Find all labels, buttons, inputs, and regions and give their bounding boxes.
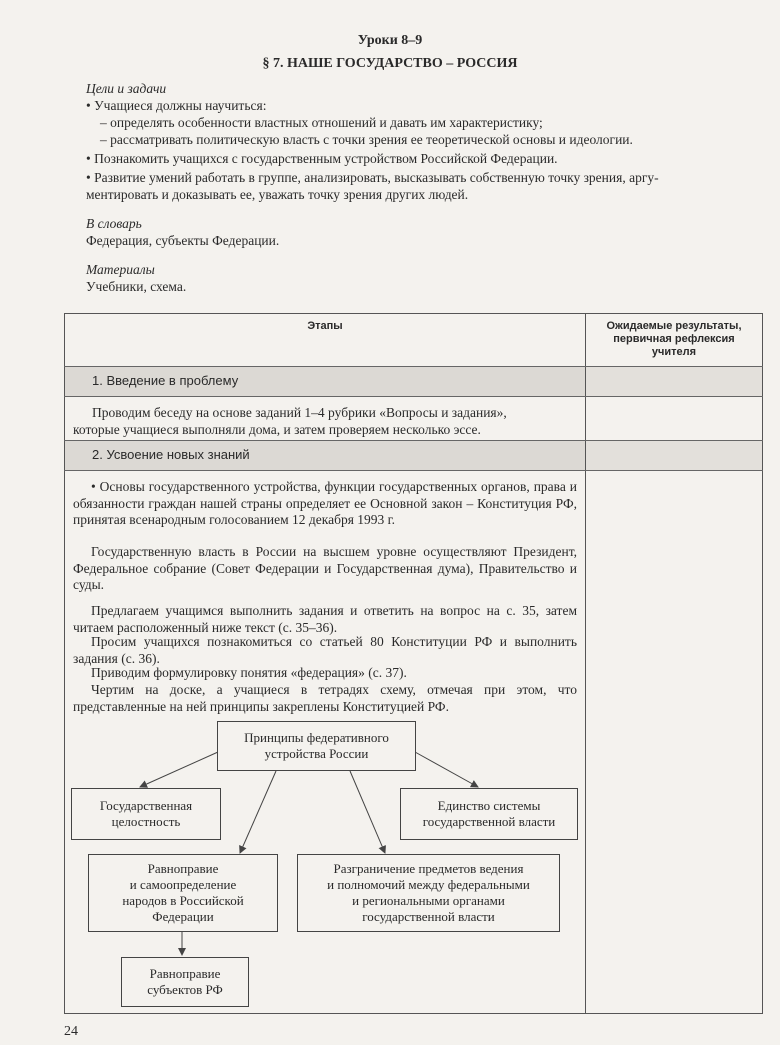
goal-line: – определять особенности властных отношений и давать им характеристику;: [100, 115, 543, 130]
dictionary-text: Федерация, субъекты Федерации.: [86, 233, 280, 248]
section2-paragraph: Просим учащихся познакомиться со статьей 80 Конституции РФ и выполнить задания (с. 36).: [73, 634, 577, 666]
diagram-text: государственной власти: [362, 909, 495, 924]
diagram-text: Равноправие: [149, 966, 221, 981]
diagram-node-peoples-equality: [88, 854, 278, 932]
column-header-line: учителя: [651, 346, 697, 358]
diagram-root-box: [217, 721, 416, 771]
diagram-text: субъектов РФ: [147, 982, 223, 997]
diagram-node-integrity: [71, 788, 221, 840]
section2-paragraph: • Основы государственного устройства, функции государственных органов, права и обязанности граждан нашей страны определяет ее Основной закон – Конституция РФ, принятая всенародным голосованием 12 декабря 1993 г.: [73, 479, 577, 527]
diagram-node-delimitation: [297, 854, 560, 932]
section2-paragraph: Предлагаем учащимся выполнить задания и ответить на вопрос на с. 35, затем читаем расположенный ниже текст (с. 35–36).: [73, 603, 577, 635]
diagram-text: и полномочий между федеральными: [327, 877, 530, 892]
goal-line: • Развитие умений работать в группе, анализировать, высказывать собственную точку зрения, аргу-: [86, 170, 659, 185]
diagram-text: Федерации: [152, 909, 214, 924]
diagram-text: народов в Российской: [122, 893, 244, 908]
diagram-text: целостность: [111, 814, 181, 829]
section1-text-line: Проводим беседу на основе заданий 1–4 рубрики «Вопросы и задания»,: [92, 405, 507, 420]
diagram-node-unity: [400, 788, 578, 840]
diagram-text: и самоопределение: [129, 877, 237, 892]
goals-heading: Цели и задачи: [86, 81, 167, 96]
page-title: § 7. НАШЕ ГОСУДАРСТВО – РОССИЯ: [262, 56, 518, 71]
materials-heading: Материалы: [86, 262, 155, 277]
section1-text-line: которые учащиеся выполняли дома, и затем проверяем несколько эссе.: [73, 422, 481, 437]
lessons-heading: Уроки 8–9: [357, 33, 423, 48]
section2-paragraph: Чертим на доске, а учащиеся в тетрадях схему, отмечая при этом, что представленные на ней принципы закреплены Конституцией РФ.: [73, 682, 577, 714]
goal-line: • Познакомить учащихся с государственным устройством Российской Федерации.: [86, 151, 558, 166]
diagram-text: государственной власти: [422, 814, 556, 829]
page-number: 24: [64, 1024, 78, 1039]
diagram-text: Равноправие: [147, 861, 219, 876]
diagram-text: устройства России: [264, 746, 369, 761]
goal-line: • Учащиеся должны научиться:: [86, 98, 267, 113]
diagram-text: Разграничение предметов ведения: [333, 861, 524, 876]
column-header-line: Ожидаемые результаты,: [606, 320, 742, 332]
diagram-text: и региональными органами: [352, 893, 505, 908]
section2-title: 2. Усвоение новых знаний: [92, 447, 250, 462]
column-header-stages: Этапы: [307, 320, 343, 332]
diagram-node-subjects-equality: [121, 957, 249, 1007]
goal-line: ментировать и доказывать ее, уважать точку зрения других людей.: [86, 187, 469, 202]
section1-title: 1. Введение в проблему: [92, 373, 239, 388]
section2-paragraph: Государственную власть в России на высшем уровне осуществляют Президент, Федеральное собрание (Совет Федерации и Государственная дума), Правительство и суды.: [73, 544, 577, 592]
goal-line: – рассматривать политическую власть с точки зрения ее теоретической основы и идеологии.: [100, 132, 633, 147]
materials-text: Учебники, схема.: [86, 279, 187, 294]
diagram-text: Единство системы: [437, 798, 541, 813]
diagram-text: Государственная: [99, 798, 193, 813]
diagram-text: Принципы федеративного: [244, 730, 389, 745]
column-header-line: первичная рефлексия: [613, 333, 735, 345]
section2-paragraph: Приводим формулировку понятия «федерация» (с. 37).: [91, 665, 407, 680]
dictionary-heading: В словарь: [86, 216, 142, 231]
